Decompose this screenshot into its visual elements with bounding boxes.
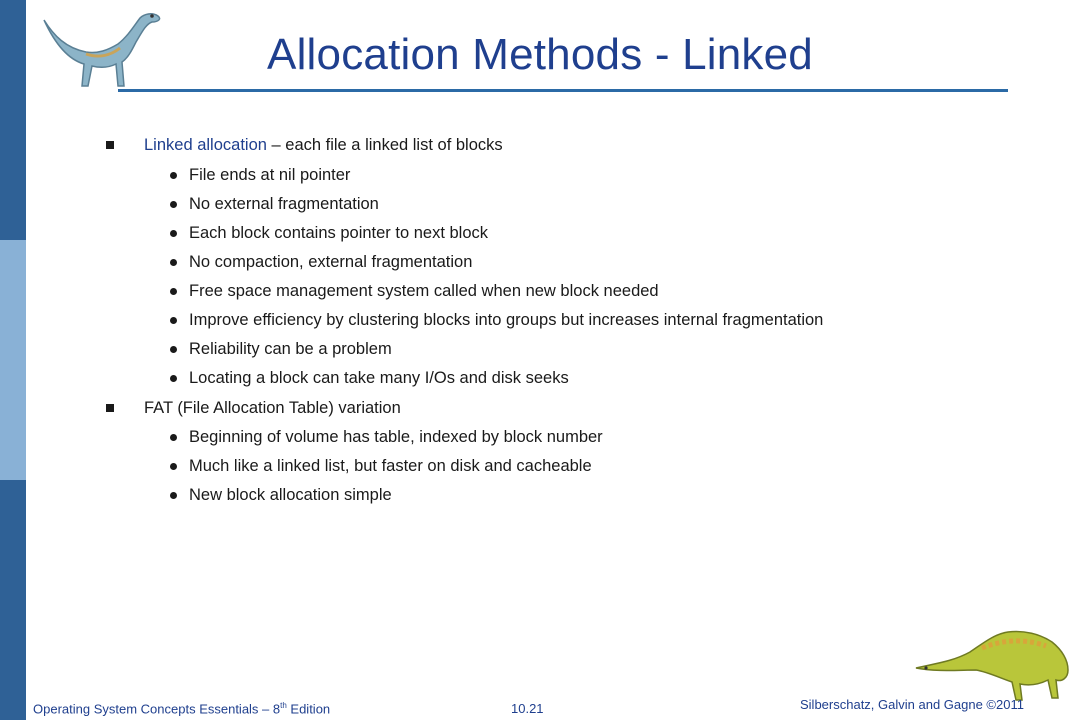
sub-bullet: Each block contains pointer to next block	[189, 224, 489, 242]
bullet-dot-icon	[170, 172, 177, 179]
sub-bullet: Locating a block can take many I/Os and disk seeks	[189, 369, 569, 387]
bullet-dot-icon	[170, 288, 177, 295]
sub-bullet: No compaction, external fragmentation	[189, 253, 473, 271]
bullet-dot-icon	[170, 492, 177, 499]
term-linked-allocation: Linked allocation	[144, 136, 267, 154]
footer-copyright: Silberschatz, Galvin and Gagne ©2011	[800, 697, 1024, 712]
bullet-dot-icon	[170, 463, 177, 470]
bullet-dot-icon	[170, 317, 177, 324]
bullet-fat-variation: FAT (File Allocation Table) variation	[144, 399, 401, 417]
bullet-linked-allocation	[144, 136, 503, 155]
sub-bullet: New block allocation simple	[189, 486, 392, 504]
sub-bullet: Beginning of volume has table, indexed by block number	[189, 428, 603, 446]
sub-bullet: Free space management system called when new block needed	[189, 282, 659, 300]
bullet-dot-icon	[170, 201, 177, 208]
bullet-square-icon	[106, 404, 114, 412]
sub-bullet: Improve efficiency by clustering blocks into groups but increases internal fragmentation	[189, 311, 824, 329]
bullet-dot-icon	[170, 230, 177, 237]
bullet-dot-icon	[170, 259, 177, 266]
sub-bullet: File ends at nil pointer	[189, 166, 351, 184]
sub-bullet: Reliability can be a problem	[189, 340, 392, 358]
sub-bullet: No external fragmentation	[189, 195, 379, 213]
page-title: Allocation Methods - Linked	[267, 30, 813, 79]
dinosaur-bottom-illustration	[912, 612, 1072, 707]
bullet-dot-icon	[170, 375, 177, 382]
bullet-linked-allocation-rest: – each file a linked list of blocks	[266, 136, 503, 154]
footer-book-title: Operating System Concepts Essentials – 8th Edition	[33, 701, 331, 717]
bullet-dot-icon	[170, 434, 177, 441]
bullet-dot-icon	[170, 346, 177, 353]
footer-page-number: 10.21	[511, 701, 544, 716]
bullet-square-icon	[106, 141, 114, 149]
sub-bullet: Much like a linked list, but faster on disk and cacheable	[189, 457, 592, 475]
